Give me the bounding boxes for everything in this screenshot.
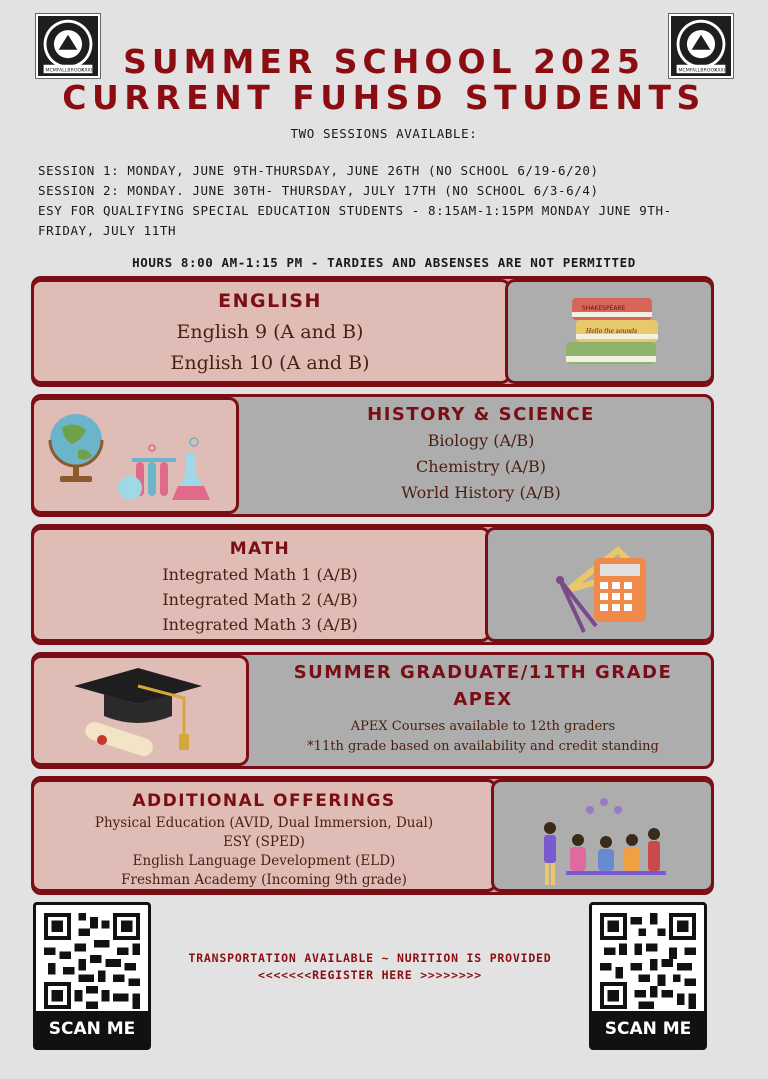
graduate-heading-2: APEX bbox=[453, 689, 513, 710]
english-course-1: English 9 (A and B) bbox=[176, 321, 364, 343]
additional-line-3: English Language Development (ELD) bbox=[132, 853, 396, 869]
math-course-1: Integrated Math 1 (A/B) bbox=[162, 565, 358, 584]
history-science-course-3: World History (A/B) bbox=[401, 483, 561, 502]
history-science-course-1: Biology (A/B) bbox=[427, 431, 535, 450]
scan-me-label-right: SCAN ME bbox=[592, 1011, 704, 1047]
svg-text:MCM: MCM bbox=[678, 68, 690, 74]
qr-pattern-icon bbox=[600, 913, 696, 1009]
globe-beakers-illustration bbox=[31, 397, 239, 514]
svg-text:FALLBROOK: FALLBROOK bbox=[689, 68, 718, 74]
svg-text:MCM: MCM bbox=[45, 68, 57, 74]
svg-text:Hello the sounds: Hello the sounds bbox=[586, 328, 638, 335]
qr-code-right[interactable] bbox=[589, 902, 707, 1050]
history-science-heading: HISTORY & SCIENCE bbox=[367, 404, 595, 425]
math-section bbox=[31, 524, 714, 645]
session-2: SESSION 2: MONDAY. JUNE 30TH- THURSDAY, JULY 17TH (NO SCHOOL 6/3-6/4) bbox=[38, 183, 599, 198]
graduate-apex-section bbox=[31, 652, 714, 769]
books-illustration bbox=[505, 279, 714, 384]
session-list bbox=[38, 161, 672, 241]
additional-line-1: Physical Education (AVID, Dual Immersion, Dual) bbox=[94, 815, 434, 831]
svg-text:SHAKESPEARE: SHAKESPEARE bbox=[582, 305, 626, 312]
graduation-cap-illustration bbox=[31, 655, 249, 766]
graduate-line-1: APEX Courses available to 12th graders bbox=[350, 719, 616, 734]
english-heading: ENGLISH bbox=[218, 290, 322, 312]
history-science-section bbox=[31, 394, 714, 517]
students-group-illustration bbox=[491, 779, 714, 892]
math-course-3: Integrated Math 3 (A/B) bbox=[162, 615, 358, 634]
math-tools-illustration bbox=[485, 527, 714, 642]
additional-offerings-section bbox=[31, 776, 714, 895]
scan-me-label-left: SCAN ME bbox=[36, 1011, 148, 1047]
graduate-line-2: *11th grade based on availability and credit standing bbox=[307, 739, 659, 754]
additional-line-2: ESY (SPED) bbox=[223, 834, 305, 850]
qr-code-left[interactable] bbox=[33, 902, 151, 1050]
english-section bbox=[31, 276, 714, 387]
graduate-heading-1: SUMMER GRADUATE/11TH GRADE bbox=[293, 662, 673, 683]
esy-line-2: FRIDAY, JULY 11TH bbox=[38, 223, 177, 238]
sessions-heading: TWO SESSIONS AVAILABLE: bbox=[290, 126, 478, 141]
additional-heading: ADDITIONAL OFFERINGS bbox=[132, 791, 396, 811]
qr-pattern-icon bbox=[44, 913, 140, 1009]
page-subtitle: CURRENT FUHSD STUDENTS bbox=[62, 78, 706, 117]
history-science-course-2: Chemistry (A/B) bbox=[416, 457, 546, 476]
hours-notice: HOURS 8:00 AM-1:15 PM - TARDIES AND ABSENSES ARE NOT PERMITTED bbox=[132, 255, 636, 270]
register-link[interactable]: <<<<<<<REGISTER HERE >>>>>>>> bbox=[258, 968, 482, 982]
svg-text:XXXIII: XXXIII bbox=[714, 68, 728, 74]
english-course-2: English 10 (A and B) bbox=[170, 352, 370, 374]
transport-notice: TRANSPORTATION AVAILABLE ~ NURITION IS PROVIDED bbox=[188, 951, 552, 965]
svg-text:FALLBROOK: FALLBROOK bbox=[56, 68, 85, 74]
math-heading: MATH bbox=[229, 539, 291, 559]
esy-line-1: ESY FOR QUALIFYING SPECIAL EDUCATION STUDENTS - 8:15AM-1:15PM MONDAY JUNE 9TH- bbox=[38, 203, 672, 218]
session-1: SESSION 1: MONDAY, JUNE 9TH-THURSDAY, JUNE 26TH (NO SCHOOL 6/19-6/20) bbox=[38, 163, 599, 178]
svg-text:XXXIII: XXXIII bbox=[81, 68, 95, 74]
page-title: SUMMER SCHOOL 2025 bbox=[123, 42, 645, 81]
math-course-2: Integrated Math 2 (A/B) bbox=[162, 590, 358, 609]
additional-line-4: Freshman Academy (Incoming 9th grade) bbox=[121, 872, 407, 888]
